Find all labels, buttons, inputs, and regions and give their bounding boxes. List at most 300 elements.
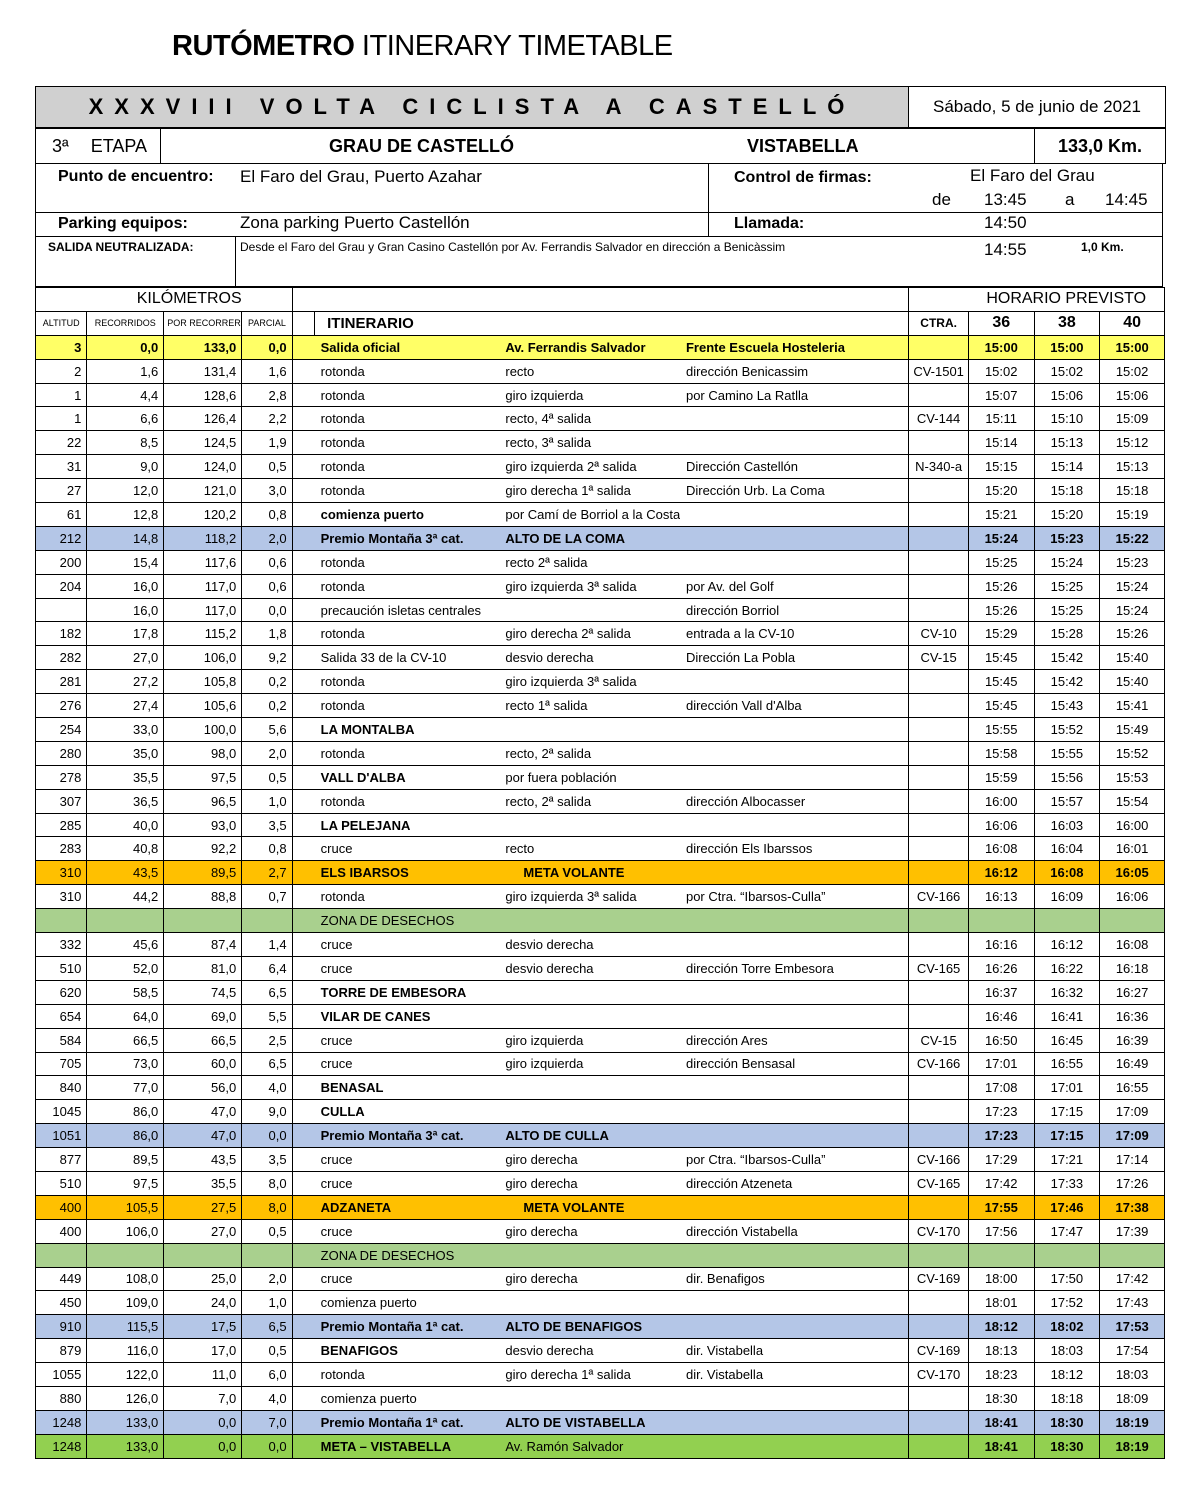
time-38-cell: 15:56 — [1034, 765, 1100, 789]
road-cell: CV-166 — [909, 1052, 969, 1076]
road-cell — [909, 837, 969, 861]
itinerary-action-cell: desvio derecha — [499, 1339, 680, 1363]
itinerary-action-cell: giro derecha 1ª salida — [499, 1363, 680, 1387]
itinerary-direction-cell — [680, 1076, 885, 1100]
road-cell — [909, 1410, 969, 1434]
time-36-cell: 16:06 — [968, 813, 1034, 837]
itinerary-point-cell: Salida 33 de la CV-10 — [315, 646, 500, 670]
call-label: Llamada: — [734, 215, 805, 232]
time-36-cell: 17:01 — [968, 1052, 1034, 1076]
road-cell: CV-170 — [909, 1219, 969, 1243]
km-parcial-cell: 0,0 — [242, 335, 292, 359]
itinerary-point-cell: cruce — [315, 956, 500, 980]
spacer-cell — [885, 1124, 909, 1148]
itinerary-direction-cell — [680, 1124, 885, 1148]
spacer-cell — [885, 574, 909, 598]
spacer-cell — [885, 718, 909, 742]
time-38-cell: 16:08 — [1034, 861, 1100, 885]
km-recorridos-cell: 108,0 — [87, 1267, 164, 1291]
time-40-cell: 15:40 — [1100, 646, 1165, 670]
km-recorridos-cell: 44,2 — [87, 885, 164, 909]
time-36-cell: 15:29 — [968, 622, 1034, 646]
spacer-cell — [292, 1028, 315, 1052]
itinerary-point-cell: rotonda — [315, 479, 500, 503]
km-recorridos-cell: 8,5 — [87, 431, 164, 455]
road-cell — [909, 1100, 969, 1124]
km-por-recorrer-cell: 43,5 — [164, 1148, 242, 1172]
time-40-cell: 16:27 — [1100, 980, 1165, 1004]
itinerary-direction-cell — [680, 670, 885, 694]
itinerary-direction-cell — [680, 718, 885, 742]
time-36-cell: 15:25 — [968, 550, 1034, 574]
itinerary-point-cell: rotonda — [315, 622, 500, 646]
km-por-recorrer-cell: 98,0 — [164, 741, 242, 765]
itinerary-direction-cell — [680, 1243, 885, 1267]
table-row — [36, 980, 1165, 1004]
altitude-cell: 1055 — [36, 1363, 87, 1387]
km-parcial-cell: 0,0 — [242, 1124, 292, 1148]
km-por-recorrer-cell: 124,0 — [164, 455, 242, 479]
call-time: 14:50 — [984, 213, 1027, 232]
itinerary-direction-cell — [680, 1386, 885, 1410]
road-cell: CV-165 — [909, 1171, 969, 1195]
time-38-cell: 15:18 — [1034, 479, 1100, 503]
time-36-cell: 17:08 — [968, 1076, 1034, 1100]
time-38-cell: 17:33 — [1034, 1171, 1100, 1195]
spacer-cell — [292, 670, 315, 694]
km-parcial-cell: 5,6 — [242, 718, 292, 742]
spacer-cell — [885, 1004, 909, 1028]
time-36-cell: 17:42 — [968, 1171, 1034, 1195]
km-parcial-cell: 0,5 — [242, 1219, 292, 1243]
itinerary-direction-cell — [680, 933, 885, 957]
itinerary-direction-cell: dirección Bensasal — [680, 1052, 885, 1076]
km-recorridos-cell: 15,4 — [87, 550, 164, 574]
spacer-cell — [292, 550, 315, 574]
itinerary-action-cell — [499, 598, 680, 622]
itinerary-direction-cell: Frente Escuela Hosteleria — [680, 335, 885, 359]
time-38-cell: 16:03 — [1034, 813, 1100, 837]
time-38-cell: 17:50 — [1034, 1267, 1100, 1291]
km-parcial-cell: 1,9 — [242, 431, 292, 455]
spacer-cell — [885, 431, 909, 455]
table-row — [36, 1052, 1165, 1076]
km-por-recorrer-cell: 117,6 — [164, 550, 242, 574]
itinerary-action-cell: recto, 2ª salida — [499, 741, 680, 765]
time-38-cell: 15:02 — [1034, 359, 1100, 383]
itinerary-direction-cell — [680, 861, 885, 885]
spacer-cell — [292, 1386, 315, 1410]
km-parcial-cell: 2,2 — [242, 407, 292, 431]
spacer-cell — [292, 765, 315, 789]
spacer-cell — [292, 407, 315, 431]
km-por-recorrer-cell: 17,0 — [164, 1339, 242, 1363]
time-40-cell: 15:24 — [1100, 598, 1165, 622]
itinerary-point-cell: LA MONTALBA — [315, 718, 500, 742]
time-36-cell: 17:23 — [968, 1124, 1034, 1148]
spacer-cell — [885, 1219, 909, 1243]
itinerary-direction-cell — [680, 1291, 885, 1315]
table-row — [36, 1434, 1165, 1458]
road-cell — [909, 1291, 969, 1315]
time-36-cell: 15:58 — [968, 741, 1034, 765]
itinerary-action-cell: giro izquierda 3ª salida — [499, 885, 680, 909]
itinerary-direction-cell — [680, 813, 885, 837]
time-40-cell: 15:53 — [1100, 765, 1165, 789]
spacer-cell — [292, 1434, 315, 1458]
time-38-cell: 15:28 — [1034, 622, 1100, 646]
time-38-cell: 17:52 — [1034, 1291, 1100, 1315]
spacer-cell — [292, 1076, 315, 1100]
km-por-recorrer-cell: 25,0 — [164, 1267, 242, 1291]
table-row — [36, 837, 1165, 861]
signing-place: El Faro del Grau — [970, 166, 1095, 185]
itinerary-action-cell: recto, 2ª salida — [499, 789, 680, 813]
col-parcial: PARCIAL — [242, 311, 292, 335]
spacer-cell — [292, 1219, 315, 1243]
km-parcial-cell — [242, 1243, 292, 1267]
km-recorridos-cell: 16,0 — [87, 574, 164, 598]
altitude-cell: 285 — [36, 813, 87, 837]
table-column-header — [36, 311, 1165, 335]
itinerary-action-cell: recto, 3ª salida — [499, 431, 680, 455]
spacer-cell — [885, 407, 909, 431]
road-cell — [909, 861, 969, 885]
itinerary-action-cell — [499, 1243, 680, 1267]
spacer-cell — [885, 1386, 909, 1410]
time-38-cell: 16:55 — [1034, 1052, 1100, 1076]
altitude-cell: 1248 — [36, 1434, 87, 1458]
itinerary-direction-cell — [680, 431, 885, 455]
km-recorridos-cell: 36,5 — [87, 789, 164, 813]
km-parcial-cell: 0,5 — [242, 455, 292, 479]
time-36-cell: 16:46 — [968, 1004, 1034, 1028]
altitude-cell: 204 — [36, 574, 87, 598]
km-parcial-cell: 6,4 — [242, 956, 292, 980]
road-cell — [909, 789, 969, 813]
signing-de: de — [932, 190, 951, 209]
col-recorridos: RECORRIDOS — [87, 311, 164, 335]
road-cell — [909, 670, 969, 694]
km-recorridos-cell: 64,0 — [87, 1004, 164, 1028]
km-por-recorrer-cell: 47,0 — [164, 1100, 242, 1124]
time-40-cell: 17:09 — [1100, 1100, 1165, 1124]
signing-from: 13:45 — [984, 190, 1027, 209]
road-cell — [909, 741, 969, 765]
col-itinerario: ITINERARIO — [315, 311, 886, 335]
altitude-cell — [36, 909, 87, 933]
km-parcial-cell: 2,7 — [242, 861, 292, 885]
time-38-cell: 15:25 — [1034, 574, 1100, 598]
time-36-cell: 16:08 — [968, 837, 1034, 861]
spacer-cell — [885, 837, 909, 861]
km-parcial-cell: 0,5 — [242, 1339, 292, 1363]
altitude-cell: 2 — [36, 359, 87, 383]
km-por-recorrer-cell: 17,5 — [164, 1315, 242, 1339]
itinerary-point-cell: comienza puerto — [315, 1291, 500, 1315]
itinerary-direction-cell — [680, 741, 885, 765]
km-recorridos-cell: 116,0 — [87, 1339, 164, 1363]
table-row — [36, 1267, 1165, 1291]
spacer-cell — [292, 383, 315, 407]
meeting-label: Punto de encuentro: — [58, 168, 214, 185]
parking-value: Zona parking Puerto Castellón — [240, 213, 470, 232]
road-cell: CV-169 — [909, 1267, 969, 1291]
stage-header — [35, 128, 1166, 164]
time-40-cell — [1100, 1243, 1165, 1267]
spacer-cell — [292, 1100, 315, 1124]
time-36-cell: 15:45 — [968, 646, 1034, 670]
time-38-cell: 15:25 — [1034, 598, 1100, 622]
time-40-cell: 16:49 — [1100, 1052, 1165, 1076]
time-38-cell: 15:14 — [1034, 455, 1100, 479]
altitude-cell: 276 — [36, 694, 87, 718]
table-row — [36, 1148, 1165, 1172]
time-40-cell: 17:53 — [1100, 1315, 1165, 1339]
time-40-cell: 16:18 — [1100, 956, 1165, 980]
itinerary-action-cell: giro derecha — [499, 1219, 680, 1243]
km-parcial-cell: 6,5 — [242, 1052, 292, 1076]
km-recorridos-cell: 126,0 — [87, 1386, 164, 1410]
itinerary-action-cell: giro izquierda — [499, 1052, 680, 1076]
neutral-label: SALIDA NEUTRALIZADA: — [48, 240, 194, 254]
table-row — [36, 1291, 1165, 1315]
km-por-recorrer-cell: 47,0 — [164, 1124, 242, 1148]
spacer-cell — [292, 1243, 315, 1267]
altitude-cell: 450 — [36, 1291, 87, 1315]
itinerary-point-cell: rotonda — [315, 455, 500, 479]
km-recorridos-cell: 17,8 — [87, 622, 164, 646]
table-row — [36, 383, 1165, 407]
km-parcial-cell: 5,5 — [242, 1004, 292, 1028]
time-40-cell: 17:09 — [1100, 1124, 1165, 1148]
time-38-cell: 15:10 — [1034, 407, 1100, 431]
itinerary-action-cell: giro derecha — [499, 1267, 680, 1291]
table-row — [36, 718, 1165, 742]
time-36-cell: 16:13 — [968, 885, 1034, 909]
meeting-row — [35, 164, 1163, 213]
time-38-cell: 15:52 — [1034, 718, 1100, 742]
km-recorridos-cell: 40,8 — [87, 837, 164, 861]
time-38-cell: 16:22 — [1034, 956, 1100, 980]
km-por-recorrer-cell: 120,2 — [164, 503, 242, 527]
itinerary-point-cell: Premio Montaña 3ª cat. — [315, 526, 500, 550]
km-recorridos-cell: 97,5 — [87, 1171, 164, 1195]
km-recorridos-cell: 133,0 — [87, 1410, 164, 1434]
neutral-time: 14:55 — [984, 240, 1027, 259]
km-parcial-cell: 4,0 — [242, 1076, 292, 1100]
km-por-recorrer-cell: 27,5 — [164, 1195, 242, 1219]
road-cell — [909, 335, 969, 359]
itinerary-direction-cell: entrada a la CV-10 — [680, 622, 885, 646]
road-cell: CV-1501 — [909, 359, 969, 383]
km-recorridos-cell: 66,5 — [87, 1028, 164, 1052]
km-parcial-cell: 0,5 — [242, 765, 292, 789]
table-row — [36, 479, 1165, 503]
itinerary-point-cell: rotonda — [315, 885, 500, 909]
spacer-cell — [292, 574, 315, 598]
itinerary-point-cell: rotonda — [315, 550, 500, 574]
table-row — [36, 1076, 1165, 1100]
time-36-cell — [968, 1243, 1034, 1267]
altitude-cell: 840 — [36, 1076, 87, 1100]
km-parcial-cell: 6,0 — [242, 1363, 292, 1387]
km-parcial-cell: 2,0 — [242, 1267, 292, 1291]
altitude-cell: 400 — [36, 1219, 87, 1243]
itinerary-point-cell: rotonda — [315, 407, 500, 431]
km-recorridos-cell: 12,8 — [87, 503, 164, 527]
itinerary-action-cell: META VOLANTE — [499, 1195, 680, 1219]
spacer-cell — [292, 335, 315, 359]
spacer-cell — [885, 646, 909, 670]
road-cell — [909, 479, 969, 503]
km-recorridos-cell: 133,0 — [87, 1434, 164, 1458]
itinerary-point-cell: rotonda — [315, 694, 500, 718]
itinerary-point-cell: comienza puerto — [315, 503, 500, 527]
table-row — [36, 526, 1165, 550]
spacer-cell — [885, 909, 909, 933]
km-parcial-cell: 6,5 — [242, 1315, 292, 1339]
km-recorridos-cell: 40,0 — [87, 813, 164, 837]
km-recorridos-cell — [87, 909, 164, 933]
parking-label: Parking equipos: — [58, 215, 188, 232]
time-40-cell — [1100, 909, 1165, 933]
time-40-cell: 15:18 — [1100, 479, 1165, 503]
itinerary-direction-cell: por Av. del Golf — [680, 574, 885, 598]
time-38-cell: 15:00 — [1034, 335, 1100, 359]
km-parcial-cell: 2,0 — [242, 526, 292, 550]
col-ctra: CTRA. — [909, 311, 969, 335]
km-recorridos-cell: 35,5 — [87, 765, 164, 789]
spacer-cell — [292, 455, 315, 479]
time-40-cell: 15:52 — [1100, 741, 1165, 765]
itinerary-action-cell — [499, 980, 680, 1004]
spacer-cell — [885, 526, 909, 550]
document-title-bold: RUTÓMETRO — [172, 30, 355, 62]
itinerary-point-cell: cruce — [315, 1028, 500, 1052]
itinerary-direction-cell — [680, 503, 885, 527]
spacer-cell — [885, 1195, 909, 1219]
table-row — [36, 1410, 1165, 1434]
altitude-cell: 22 — [36, 431, 87, 455]
itinerary-point-cell: Premio Montaña 1ª cat. — [315, 1315, 500, 1339]
km-parcial-cell: 3,5 — [242, 813, 292, 837]
signing-a: a — [1065, 190, 1075, 209]
time-38-cell: 18:12 — [1034, 1363, 1100, 1387]
spacer-cell — [292, 526, 315, 550]
spacer-cell — [292, 694, 315, 718]
km-parcial-cell: 0,8 — [242, 503, 292, 527]
km-parcial-cell: 8,0 — [242, 1171, 292, 1195]
time-36-cell: 15:00 — [968, 335, 1034, 359]
altitude-cell: 307 — [36, 789, 87, 813]
km-por-recorrer-cell: 133,0 — [164, 335, 242, 359]
spacer-cell — [885, 479, 909, 503]
time-40-cell: 16:55 — [1100, 1076, 1165, 1100]
itinerary-direction-cell: Dirección Urb. La Coma — [680, 479, 885, 503]
spacer-cell — [292, 1004, 315, 1028]
neutral-value: Desde el Faro del Grau y Gran Casino Castellón por Av. Ferrandis Salvador en dirección a Benicàssim — [240, 240, 786, 254]
spacer-cell — [292, 861, 315, 885]
km-por-recorrer-cell: 0,0 — [164, 1410, 242, 1434]
document-title — [172, 30, 673, 63]
itinerary-direction-cell — [680, 407, 885, 431]
km-recorridos-cell: 73,0 — [87, 1052, 164, 1076]
itinerary-point-cell: ZONA DE DESECHOS — [315, 909, 500, 933]
time-36-cell — [968, 909, 1034, 933]
time-36-cell: 16:37 — [968, 980, 1034, 1004]
road-cell — [909, 980, 969, 1004]
road-cell — [909, 1434, 969, 1458]
time-38-cell: 17:47 — [1034, 1219, 1100, 1243]
itinerary-point-cell: ZONA DE DESECHOS — [315, 1243, 500, 1267]
road-cell: CV-166 — [909, 885, 969, 909]
time-40-cell: 15:12 — [1100, 431, 1165, 455]
table-row — [36, 1028, 1165, 1052]
table-row — [36, 407, 1165, 431]
spacer-cell — [885, 1148, 909, 1172]
time-38-cell: 17:21 — [1034, 1148, 1100, 1172]
spacer-cell — [885, 1028, 909, 1052]
km-por-recorrer-cell: 96,5 — [164, 789, 242, 813]
km-parcial-cell: 3,5 — [242, 1148, 292, 1172]
km-por-recorrer-cell: 105,6 — [164, 694, 242, 718]
time-36-cell: 18:41 — [968, 1410, 1034, 1434]
altitude-cell: 282 — [36, 646, 87, 670]
race-date: Sábado, 5 de junio de 2021 — [909, 87, 1166, 128]
km-por-recorrer-cell: 117,0 — [164, 598, 242, 622]
km-parcial-cell: 1,8 — [242, 622, 292, 646]
time-40-cell: 18:03 — [1100, 1363, 1165, 1387]
time-40-cell: 17:38 — [1100, 1195, 1165, 1219]
road-cell — [909, 598, 969, 622]
road-cell: CV-15 — [909, 646, 969, 670]
time-40-cell: 16:08 — [1100, 933, 1165, 957]
time-36-cell: 15:24 — [968, 526, 1034, 550]
altitude-cell: 879 — [36, 1339, 87, 1363]
time-40-cell: 15:41 — [1100, 694, 1165, 718]
table-row — [36, 1171, 1165, 1195]
itinerary-action-cell: giro derecha — [499, 1171, 680, 1195]
itinerary-point-cell: Premio Montaña 3ª cat. — [315, 1124, 500, 1148]
spacer-cell — [292, 1195, 315, 1219]
col-speed-36: 36 — [968, 311, 1034, 335]
time-40-cell: 18:19 — [1100, 1410, 1165, 1434]
km-recorridos-cell: 27,4 — [87, 694, 164, 718]
itinerary-table — [35, 287, 1165, 1459]
time-36-cell: 18:00 — [968, 1267, 1034, 1291]
km-por-recorrer-cell: 89,5 — [164, 861, 242, 885]
km-por-recorrer-cell: 126,4 — [164, 407, 242, 431]
km-por-recorrer-cell: 74,5 — [164, 980, 242, 1004]
spacer-cell — [292, 431, 315, 455]
spacer-cell — [885, 789, 909, 813]
road-cell — [909, 1076, 969, 1100]
km-parcial-cell: 6,5 — [242, 980, 292, 1004]
spacer-cell — [292, 718, 315, 742]
time-40-cell: 16:01 — [1100, 837, 1165, 861]
road-cell — [909, 503, 969, 527]
itinerary-direction-cell — [680, 765, 885, 789]
stage-distance: 133,0 Km. — [1035, 129, 1166, 164]
table-row — [36, 574, 1165, 598]
itinerary-direction-cell: por Ctra. “Ibarsos-Culla” — [680, 885, 885, 909]
horario-group-header: HORARIO PREVISTO — [968, 288, 1164, 312]
itinerary-action-cell: recto — [499, 837, 680, 861]
time-38-cell: 18:02 — [1034, 1315, 1100, 1339]
time-38-cell: 17:01 — [1034, 1076, 1100, 1100]
itinerary-action-cell: recto, 4ª salida — [499, 407, 680, 431]
